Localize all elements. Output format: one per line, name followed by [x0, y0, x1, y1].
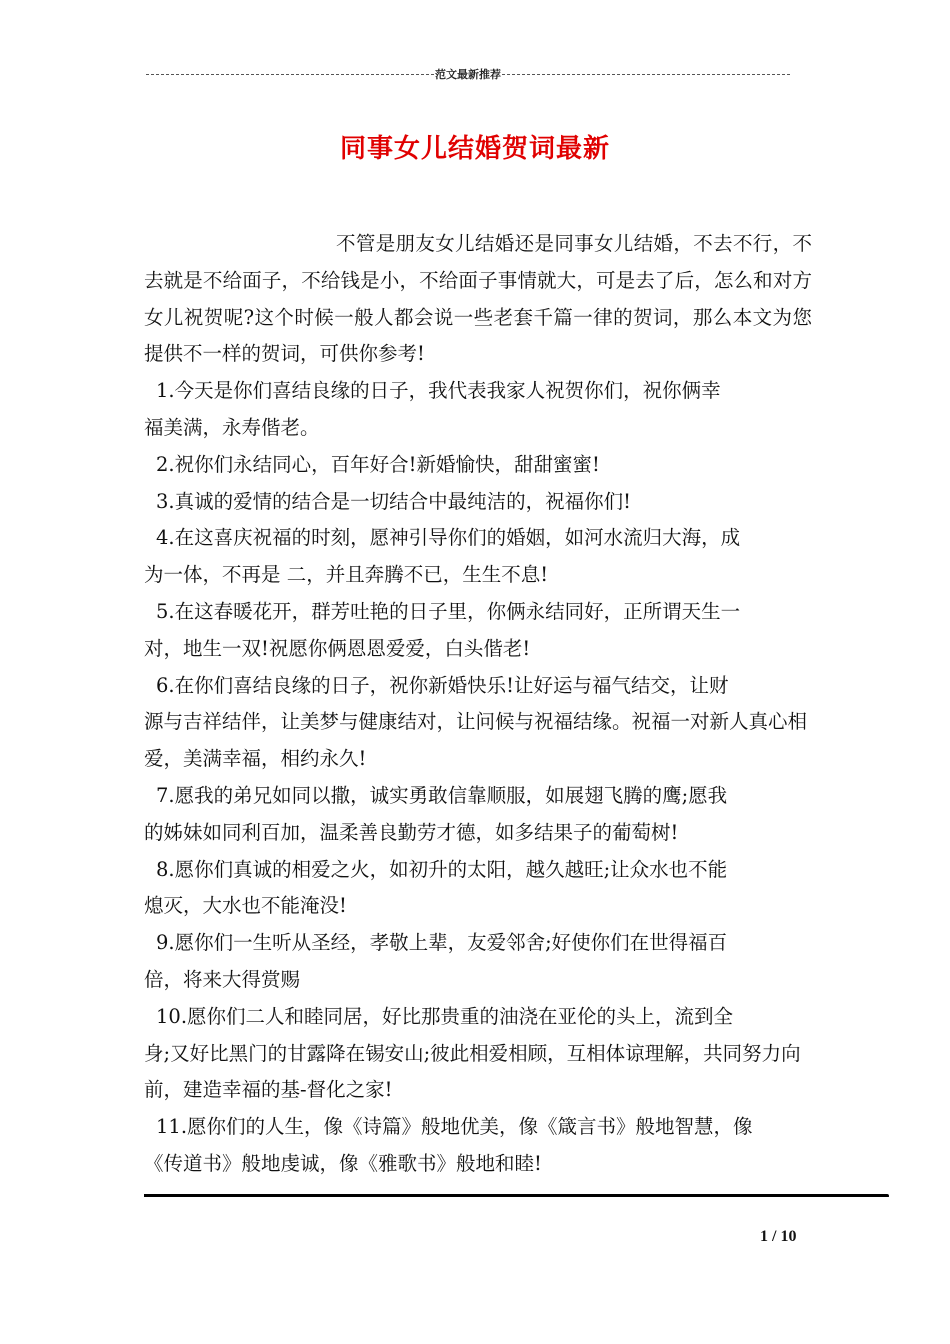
wish-item — [144, 594, 812, 668]
wish-item — [144, 668, 812, 778]
wish-item — [144, 520, 812, 594]
wish-item — [144, 484, 812, 521]
wish-item-first-line: 4.在这喜庆祝福的时刻，愿神引导你们的婚姻，如河水流归大海，成 — [156, 526, 741, 550]
wish-item-first-line: 7.愿我的弟兄如同以撒，诚实勇敢信靠顺服，如展翅飞腾的鹰;愿我 — [156, 783, 728, 807]
document-body — [144, 226, 812, 1183]
wish-item-first-line: 6.在你们喜结良缘的日子，祝你新婚快乐!让好运与福气结交，让财 — [156, 673, 729, 697]
footer-rule — [144, 1194, 889, 1198]
wish-item-continuation: 对，地生一双!祝愿你俩恩恩爱爱，白头偕老! — [144, 636, 531, 660]
intro-paragraph: 不管是朋友女儿结婚还是同事女儿结婚，不去不行，不去就是不给面子，不给钱是小，不给面子事情就大，可是去了后，怎么和对方女儿祝贺呢?这个时候一般人都会说一些老套千篇一律的贺词，那么本文为您提供不一样的贺词，可供你参考! — [144, 232, 812, 366]
wish-item-continuation: 《传道书》般地虔诚，像《雅歌书》般地和睦! — [144, 1151, 542, 1175]
wish-item-continuation: 熄灭，大水也不能淹没! — [144, 894, 347, 918]
header-label: 范文最新推荐 — [435, 68, 501, 81]
wish-item-first-line: 11.愿你们的人生，像《诗篇》般地优美，像《箴言书》般地智慧，像 — [156, 1115, 753, 1139]
wish-item-continuation: 为一体，不再是 二，并且奔腾不已，生生不息! — [144, 563, 549, 587]
header-rule — [146, 66, 790, 82]
wish-item-first-line: 1.今天是你们喜结良缘的日子，我代表我家人祝贺你们，祝你俩幸 — [156, 379, 721, 403]
header-dash-right — [502, 74, 790, 75]
wish-item-first-line: 5.在这春暖花开，群芳吐艳的日子里，你俩永结同好，正所谓天生一 — [156, 599, 741, 623]
document-title: 同事女儿结婚贺词最新 — [339, 134, 610, 164]
wish-item — [144, 1109, 812, 1183]
page-number: 1 / 10 — [760, 1228, 797, 1245]
wish-item — [144, 778, 812, 852]
wish-item-first-line: 8.愿你们真诚的相爱之火，如初升的太阳，越久越旺;让众水也不能 — [156, 857, 728, 881]
wish-list — [144, 373, 812, 1183]
wish-item-first-line: 3.真诚的爱情的结合是一切结合中最纯洁的，祝福你们! — [156, 489, 631, 513]
wish-item-continuation: 的姊妹如同利百加，温柔善良勤劳才德，如多结果子的葡萄树! — [144, 820, 679, 844]
wish-item-first-line: 9.愿你们一生听从圣经，孝敬上辈，友爱邻舍;好使你们在世得福百 — [156, 931, 728, 955]
wish-item — [144, 999, 812, 1109]
wish-item-continuation: 福美满，永寿偕老。 — [144, 415, 320, 439]
wish-item — [144, 925, 812, 999]
wish-item — [144, 373, 812, 447]
wish-item-first-line: 10.愿你们二人和睦同居，好比那贵重的油浇在亚伦的头上，流到全 — [156, 1004, 734, 1028]
wish-item-continuation: 倍，将来大得赏赐 — [144, 967, 301, 991]
wish-item-continuation: 身;又好比黑门的甘露降在锡安山;彼此相爱相顾，互相体谅理解，共同努力向前，建造幸福的基-督化之家! — [144, 1041, 801, 1102]
wish-item — [144, 852, 812, 926]
wish-item-first-line: 2.祝你们永结同心，百年好合!新婚愉快，甜甜蜜蜜! — [156, 452, 600, 476]
header-dash-left — [146, 74, 434, 75]
wish-item-continuation: 源与吉祥结伴，让美梦与健康结对，让问候与祝福结缘。祝福一对新人真心相爱，美满幸福，相约永久! — [144, 710, 808, 771]
wish-item — [144, 447, 812, 484]
